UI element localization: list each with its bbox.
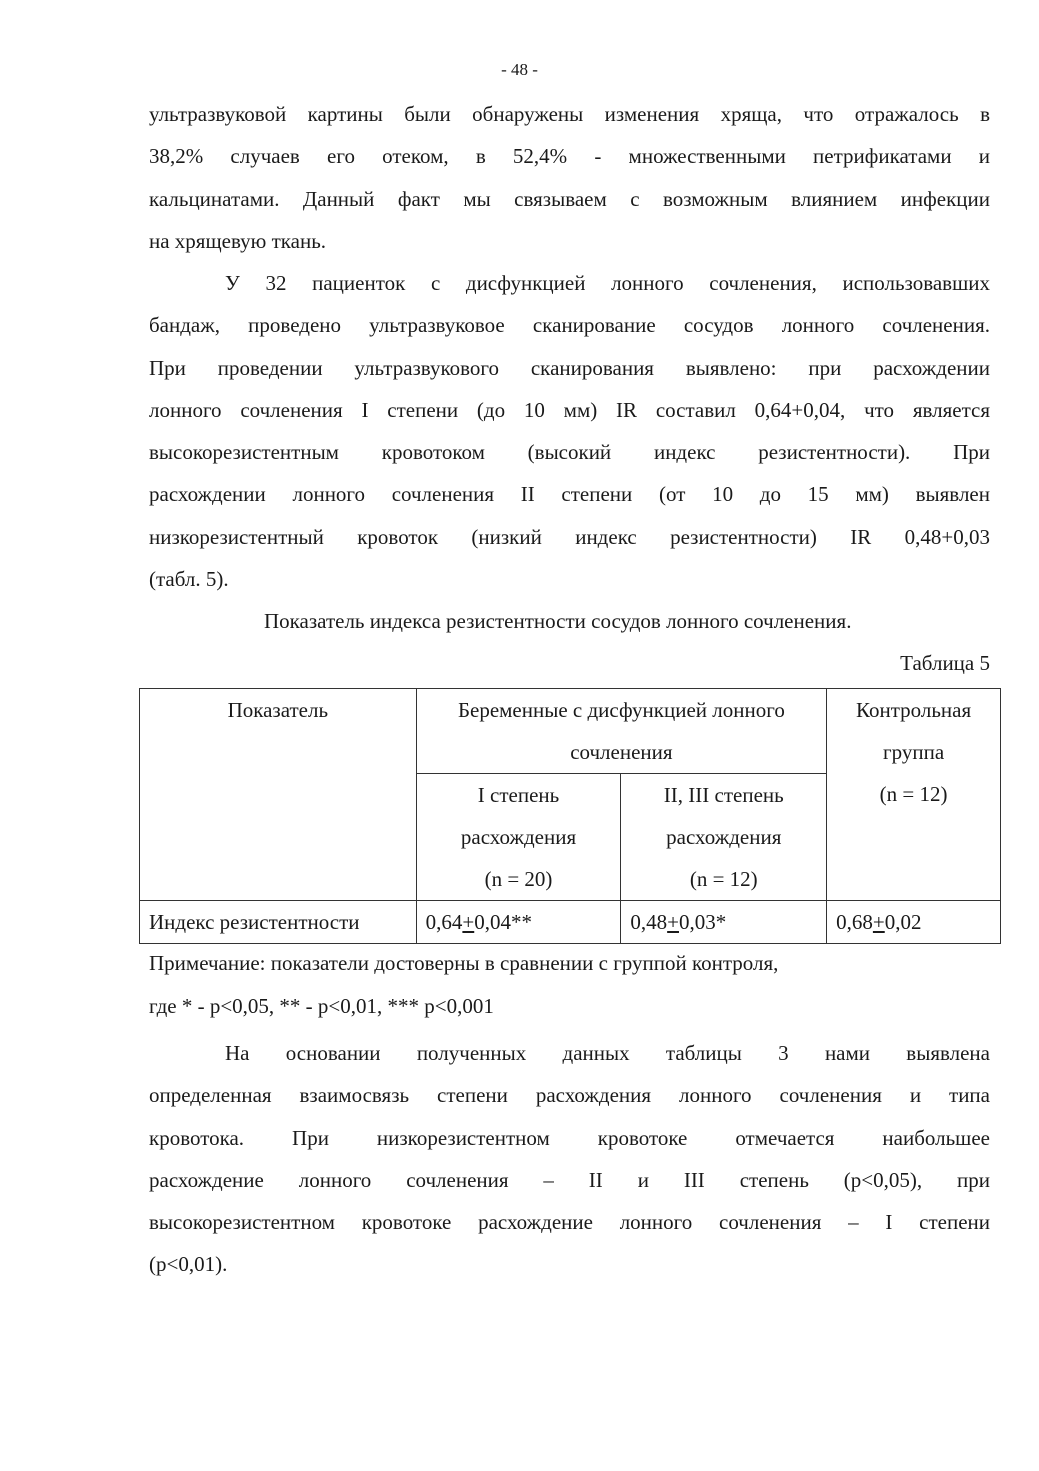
header-pregnant-group: Беременные с дисфункцией лонного сочленения bbox=[416, 689, 827, 774]
value-degree-2-3: 0,48+0,03* bbox=[621, 901, 827, 944]
text-line: При проведении ультразвукового сканирования выявлено: при расхождении bbox=[149, 355, 990, 380]
text-line: бандаж, проведено ультразвуковое сканирование сосудов лонного сочленения. bbox=[149, 313, 990, 338]
table-caption: Показатель индекса резистентности сосудов лонного сочленения. bbox=[264, 609, 852, 633]
header-degree-2-3: II, III степень расхождения (n = 12) bbox=[621, 774, 827, 901]
text-line: 38,2% случаев его отеком, в 52,4% - множественными петрификатами и bbox=[149, 144, 990, 169]
significance-legend: где * - p<0,05, ** - p<0,01, *** p<0,001 bbox=[149, 994, 494, 1018]
text-line: низкорезистентный кровоток (низкий индекс резистентности) IR 0,48+0,03 bbox=[149, 524, 990, 549]
text-line: расхождение лонного сочленения – II и III степень (p<0,05), при bbox=[149, 1167, 990, 1192]
text-line: У 32 пациенток с дисфункцией лонного сочленения, использовавших bbox=[225, 271, 990, 295]
text-line: высокорезистентным кровотоком (высокий индекс резистентности). При bbox=[149, 440, 990, 465]
row-label-resistance-index: Индекс резистентности bbox=[140, 901, 417, 944]
table-row bbox=[140, 901, 1001, 944]
text-line: расхождении лонного сочленения II степени (от 10 до 15 мм) выявлен bbox=[149, 482, 990, 507]
paragraph-cartilage-changes bbox=[149, 93, 990, 262]
text-line: (табл. 5). bbox=[149, 567, 229, 592]
text-line: высокорезистентном кровотоке расхождение лонного сочленения – I степени bbox=[149, 1210, 990, 1235]
header-indicator: Показатель bbox=[140, 689, 417, 901]
table-label: Таблица 5 bbox=[900, 651, 990, 675]
paragraph-ultrasound-scanning bbox=[149, 262, 990, 600]
table-note: Примечание: показатели достоверны в сравнении с группой контроля, bbox=[149, 951, 779, 975]
text-line: ультразвуковой картины были обнаружены изменения хряща, что отражалось в bbox=[149, 102, 990, 126]
resistance-index-table bbox=[139, 688, 1001, 944]
paragraph-conclusion bbox=[149, 1032, 990, 1286]
value-degree-1: 0,64+0,04** bbox=[416, 901, 621, 944]
page-number: - 48 - bbox=[501, 60, 538, 79]
header-control-group: Контрольная группа (n = 12) bbox=[827, 689, 1001, 901]
text-line: (p<0,01). bbox=[149, 1252, 228, 1277]
text-line: На основании полученных данных таблицы 3 нами выявлена bbox=[225, 1041, 990, 1065]
text-line: лонного сочленения I степени (до 10 мм) IR составил 0,64+0,04, что является bbox=[149, 397, 990, 422]
text-line: кровотока. При низкорезистентном кровотоке отмечается наибольшее bbox=[149, 1125, 990, 1150]
text-line: на хрящевую ткань. bbox=[149, 228, 327, 253]
text-line: определенная взаимосвязь степени расхождения лонного сочленения и типа bbox=[149, 1083, 990, 1108]
header-degree-1: I степень расхождения (n = 20) bbox=[416, 774, 621, 901]
value-control: 0,68+0,02 bbox=[827, 901, 1001, 944]
text-line: кальцинатами. Данный факт мы связываем с возможным влиянием инфекции bbox=[149, 186, 990, 211]
